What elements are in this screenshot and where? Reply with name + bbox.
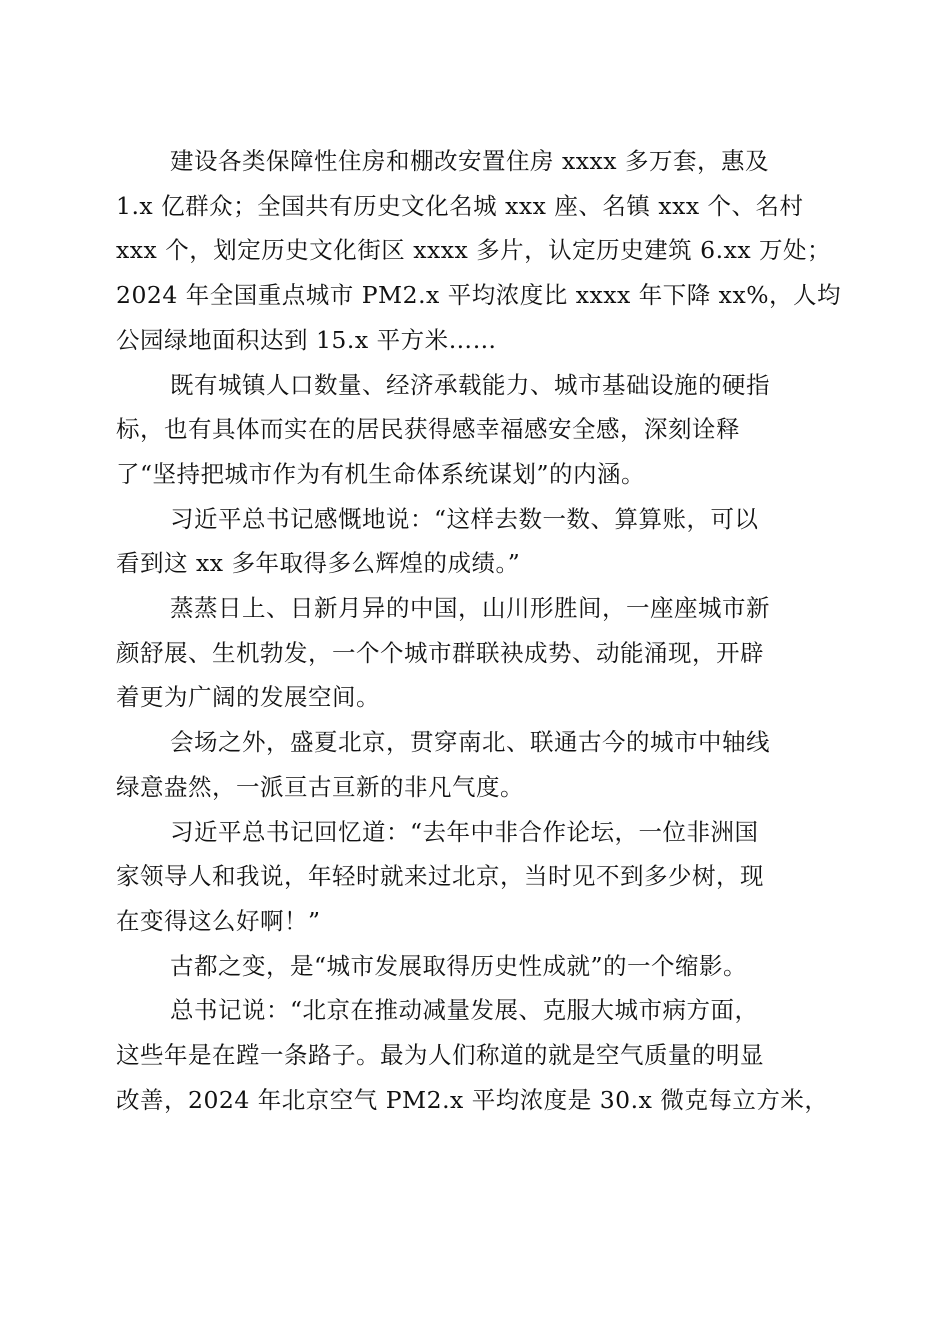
- text-line: 绿意盎然，一派亘古亘新的非凡气度。: [116, 772, 524, 801]
- text-line: 习近平总书记回忆道：“去年中非合作论坛，一位非洲国: [170, 817, 759, 846]
- paragraph: [116, 586, 836, 720]
- text-line: 既有城镇人口数量、经济承载能力、城市基础设施的硬指: [170, 370, 770, 399]
- text-line: 了“坚持把城市作为有机生命体系统谋划”的内涵。: [116, 459, 646, 488]
- text-line: 1.x 亿群众；全国共有历史文化名城 xxx 座、名镇 xxx 个、名村: [116, 191, 804, 220]
- paragraph: [116, 988, 836, 1122]
- paragraph: [116, 363, 836, 497]
- text-line: 标，也有具体而实在的居民获得感幸福感安全感，深刻诠释: [116, 415, 740, 444]
- text-line: 着更为广阔的发展空间。: [116, 683, 380, 712]
- text-line: 家领导人和我说，年轻时就来过北京，当时见不到多少树，现: [116, 862, 764, 891]
- paragraph: [116, 944, 836, 989]
- text-line: 2024 年全国重点城市 PM2.x 平均浓度比 xxxx 年下降 xx%，人均: [116, 281, 842, 310]
- paragraph: [116, 139, 842, 363]
- text-line: 蒸蒸日上、日新月异的中国，山川形胜间，一座座城市新: [170, 594, 770, 623]
- text-line: 会场之外，盛夏北京，贯穿南北、联通古今的城市中轴线: [170, 728, 770, 757]
- text-line: 公园绿地面积达到 15.x 平方米……: [116, 325, 497, 354]
- text-line: 颜舒展、生机勃发，一个个城市群联袂成势、动能涌现，开辟: [116, 638, 764, 667]
- text-line: 看到这 xx 多年取得多么辉煌的成绩。”: [116, 549, 521, 578]
- text-line: 建设各类保障性住房和棚改安置住房 xxxx 多万套，惠及: [170, 147, 769, 175]
- text-line: xxx 个，划定历史文化街区 xxxx 多片，认定历史建筑 6.xx 万处；: [116, 236, 832, 265]
- text-line: 改善，2024 年北京空气 PM2.x 平均浓度是 30.x 微克每立方米，: [116, 1085, 829, 1114]
- paragraph: [116, 497, 836, 586]
- text-line: 在变得这么好啊！”: [116, 906, 321, 935]
- text-line: 这些年是在蹚一条路子。最为人们称道的就是空气质量的明显: [116, 1041, 764, 1070]
- text-line: 古都之变，是“城市发展取得历史性成就”的一个缩影。: [170, 951, 748, 980]
- paragraph: [116, 810, 836, 944]
- paragraph: [116, 720, 836, 809]
- text-line: 习近平总书记感慨地说：“这样去数一数、算算账，可以: [170, 504, 759, 533]
- document-body: [116, 139, 842, 1122]
- text-line: 总书记说：“北京在推动减量发展、克服大城市病方面，: [170, 996, 759, 1025]
